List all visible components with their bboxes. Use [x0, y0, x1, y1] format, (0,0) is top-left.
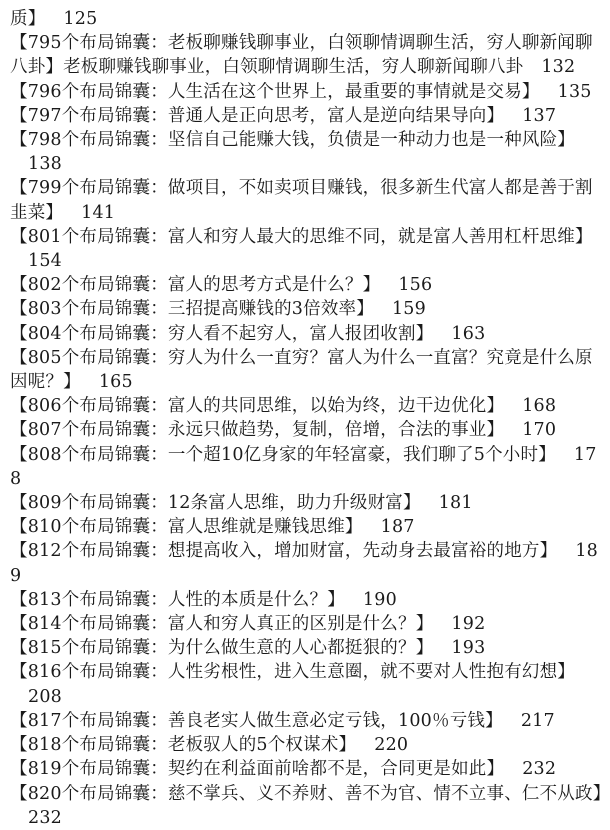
toc-entry: [10, 273, 602, 297]
toc-entry-title: 【820个布局锦囊：慈不掌兵、义不养财、善不为官、情不立事、仁不从政】: [10, 783, 610, 804]
toc-entry: [10, 612, 602, 636]
toc-entry-page: 125: [63, 9, 98, 29]
toc-entry-page: 163: [451, 323, 486, 344]
toc-entry-title: 【797个布局锦囊：普通人是正向思考，富人是逆向结果导向】: [10, 105, 505, 126]
toc-entry: [10, 346, 602, 394]
toc-entry: [10, 443, 602, 491]
toc-entry-title: 【815个布局锦囊：为什么做生意的人心都挺狠的？】: [10, 638, 434, 659]
toc-entry-page: 181: [438, 493, 473, 514]
toc-entry-page: 190: [362, 589, 397, 610]
toc-entry: [10, 660, 602, 708]
toc-entry-page: 165: [98, 372, 133, 393]
toc-entry: [10, 394, 602, 418]
toc-entry-page: 159: [391, 299, 426, 320]
toc-entry-page: 217: [520, 710, 555, 731]
toc-entry-page: 156: [398, 275, 433, 296]
toc-entry-page: 168: [522, 396, 557, 417]
toc-entry-title: 【805个布局锦囊：穷人为什么一直穷？富人为什么一直富？究竟是什么原因呢？】: [10, 347, 593, 393]
toc-entry-title: 【806个布局锦囊：富人的共同思维，以始为终，边干边优化】: [10, 396, 505, 417]
toc-entry: [10, 782, 610, 830]
toc-entry-title: 【795个布局锦囊：老板聊赚钱聊事业，白领聊情调聊生活，穷人聊新闻聊八卦】老板聊赚钱聊事业，白领聊情调聊生活，穷人聊新闻聊八卦: [10, 33, 593, 78]
toc-entry: [10, 80, 602, 104]
toc-entry: [10, 539, 602, 587]
toc-entry-title: 【817个布局锦囊：善良老实人做生意必定亏钱，100％亏钱】: [10, 710, 503, 731]
toc-entry-page: 138: [28, 154, 63, 175]
toc-entry: [10, 31, 602, 79]
toc-entry-title: 【819个布局锦囊：契约在利益面前啥都不是，合同更是如此】: [10, 759, 505, 780]
toc-entry-page: 137: [522, 105, 557, 126]
toc-entry-page: 220: [374, 735, 409, 756]
toc-entry-title: 【802个布局锦囊：富人的思考方式是什么？】: [10, 275, 381, 296]
toc-entry-title: 【804个布局锦囊：穷人看不起穷人，富人报团收割】: [10, 323, 434, 344]
toc-entry-title: 【803个布局锦囊：三招提高赚钱的3倍效率】: [10, 299, 374, 320]
toc-entry-page: 154: [28, 251, 63, 272]
toc-entry: [10, 225, 602, 273]
toc-entry-page: 193: [451, 638, 486, 659]
toc-entry-page: 178: [10, 444, 597, 489]
toc-entry-title: 【809个布局锦囊：12条富人思维，助力升级财富】: [10, 493, 421, 514]
toc-entry-page: 208: [28, 686, 63, 707]
toc-entry: [10, 515, 602, 539]
toc-entry-title: 【796个布局锦囊：人生活在这个世界上，最重要的事情就是交易】: [10, 81, 540, 102]
toc-entry-title: 【816个布局锦囊：人性劣根性，进入生意圈，就不要对人性抱有幻想】: [10, 662, 575, 683]
toc-entry-page: 189: [10, 541, 598, 586]
toc-entry-title: 【812个布局锦囊：想提高收入，增加财富，先动身去最富裕的地方】: [10, 541, 558, 562]
toc-entry: [10, 709, 602, 733]
toc-entry-title: 【807个布局锦囊：永远只做趋势，复制，倍增，合法的事业】: [10, 420, 505, 441]
toc-entry-title: 【801个布局锦囊：富人和穷人最大的思维不同，就是富人善用杠杆思维】: [10, 226, 593, 247]
toc-entry-title: 【798个布局锦囊：坚信自己能赚大钱，负债是一种动力也是一种风险】: [10, 130, 575, 151]
toc-entry: [10, 322, 602, 346]
toc-entry-title: 质】: [10, 9, 46, 29]
toc-entry-title: 【799个布局锦囊：做项目，不如卖项目赚钱，很多新生代富人都是善于割韭菜】: [10, 178, 593, 223]
toc-entry: [10, 7, 602, 31]
toc-entry: [10, 418, 602, 442]
toc-entry-page: 187: [380, 517, 415, 538]
toc-entry-page: 135: [557, 81, 592, 102]
toc-entry: [10, 104, 602, 128]
toc-entry-title: 【808个布局锦囊：一个超10亿身家的年轻富豪，我们聊了5个小时】: [10, 444, 556, 465]
toc-entry: [10, 588, 602, 612]
toc-entry-page: 192: [451, 614, 486, 635]
toc-entry: [10, 757, 602, 781]
toc-entry: [10, 128, 602, 176]
toc-entry: [10, 176, 602, 224]
toc-entry-title: 【810个布局锦囊：富人思维就是赚钱思维】: [10, 517, 363, 538]
toc-entry-page: 132: [541, 57, 576, 78]
toc-entry-page: 170: [522, 420, 557, 441]
toc-entry-page: 141: [81, 202, 116, 223]
toc-entry-title: 【818个布局锦囊：老板驭人的5个权谋术】: [10, 735, 357, 756]
toc-entry-page: 232: [522, 759, 557, 780]
toc-entry: [10, 733, 602, 757]
toc-entry-page: 232: [28, 807, 63, 828]
toc-entry-title: 【814个布局锦囊：富人和穷人真正的区别是什么？】: [10, 614, 434, 635]
toc-entry: [10, 636, 602, 660]
toc-entry: [10, 297, 602, 321]
toc-entry: [10, 491, 602, 515]
toc-entry-title: 【813个布局锦囊：人性的本质是什么？】: [10, 589, 345, 610]
